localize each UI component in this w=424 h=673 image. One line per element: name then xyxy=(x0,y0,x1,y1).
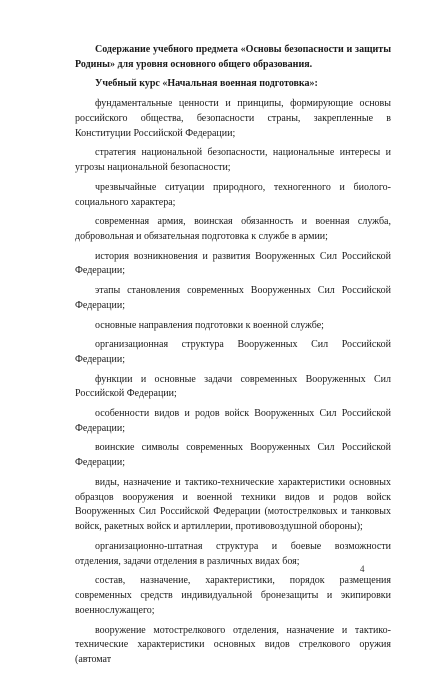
list-item: состав, назначение, характеристики, порядок размещения современных средств индивидуальной бронезащиты и экипировки военнослужащего; xyxy=(75,575,391,616)
list-item: особенности видов и родов войск Вооруженных Сил Российской Федерации; xyxy=(75,408,391,434)
list-item: организационная структура Вооруженных Сил Российской Федерации; xyxy=(75,339,391,365)
list-item: фундаментальные ценности и принципы, формирующие основы российского общества, безопасности страны, закрепленные в Конституции Российской Федерации; xyxy=(75,98,391,139)
course-title xyxy=(75,77,391,92)
list-item: стратегия национальной безопасности, национальные интересы и угрозы национальной безопасности; xyxy=(75,147,391,174)
section-heading-text: Содержание учебного предмета «Основы безопасности и защиты Родины» для уровня основного общего образования. xyxy=(75,44,391,70)
list-item: современная армия, воинская обязанность и военная служба, добровольная и обязательная подготовка к службе в армии; xyxy=(75,216,391,242)
list-item: этапы становления современных Вооруженных Сил Российской Федерации; xyxy=(75,285,391,311)
section-heading xyxy=(75,43,391,73)
page-number: 4 xyxy=(360,564,365,574)
list-item: организационно-штатная структура и боевые возможности отделения, задачи отделения в различных видах боя; xyxy=(75,540,391,567)
list-item: основные направления подготовки к военной службе; xyxy=(95,319,324,331)
list-item: воинские символы современных Вооруженных Сил Российской Федерации; xyxy=(75,442,391,469)
list-item: виды, назначение и тактико-технические характеристики основных образцов вооружения и военной техники видов и родов войск Вооруженных Сил Российской Федерации (мотострелковых и танковых войск, ракетных войск и артиллерии, противовоздушной обороны); xyxy=(75,476,391,533)
course-items-list xyxy=(75,97,391,668)
list-item: история возникновения и развития Вооруженных Сил Российской Федерации; xyxy=(75,250,391,277)
course-title-text: Учебный курс «Начальная военная подготовка»: xyxy=(95,78,318,90)
list-item: чрезвычайные ситуации природного, техногенного и биолого-социального характера; xyxy=(75,181,391,208)
page-content xyxy=(75,43,391,673)
list-item: вооружение мотострелкового отделения, назначение и тактико-технические характеристики основных видов стрелкового оружия (автомат xyxy=(75,624,391,666)
list-item: функции и основные задачи современных Вооруженных Сил Российской Федерации; xyxy=(75,373,391,400)
